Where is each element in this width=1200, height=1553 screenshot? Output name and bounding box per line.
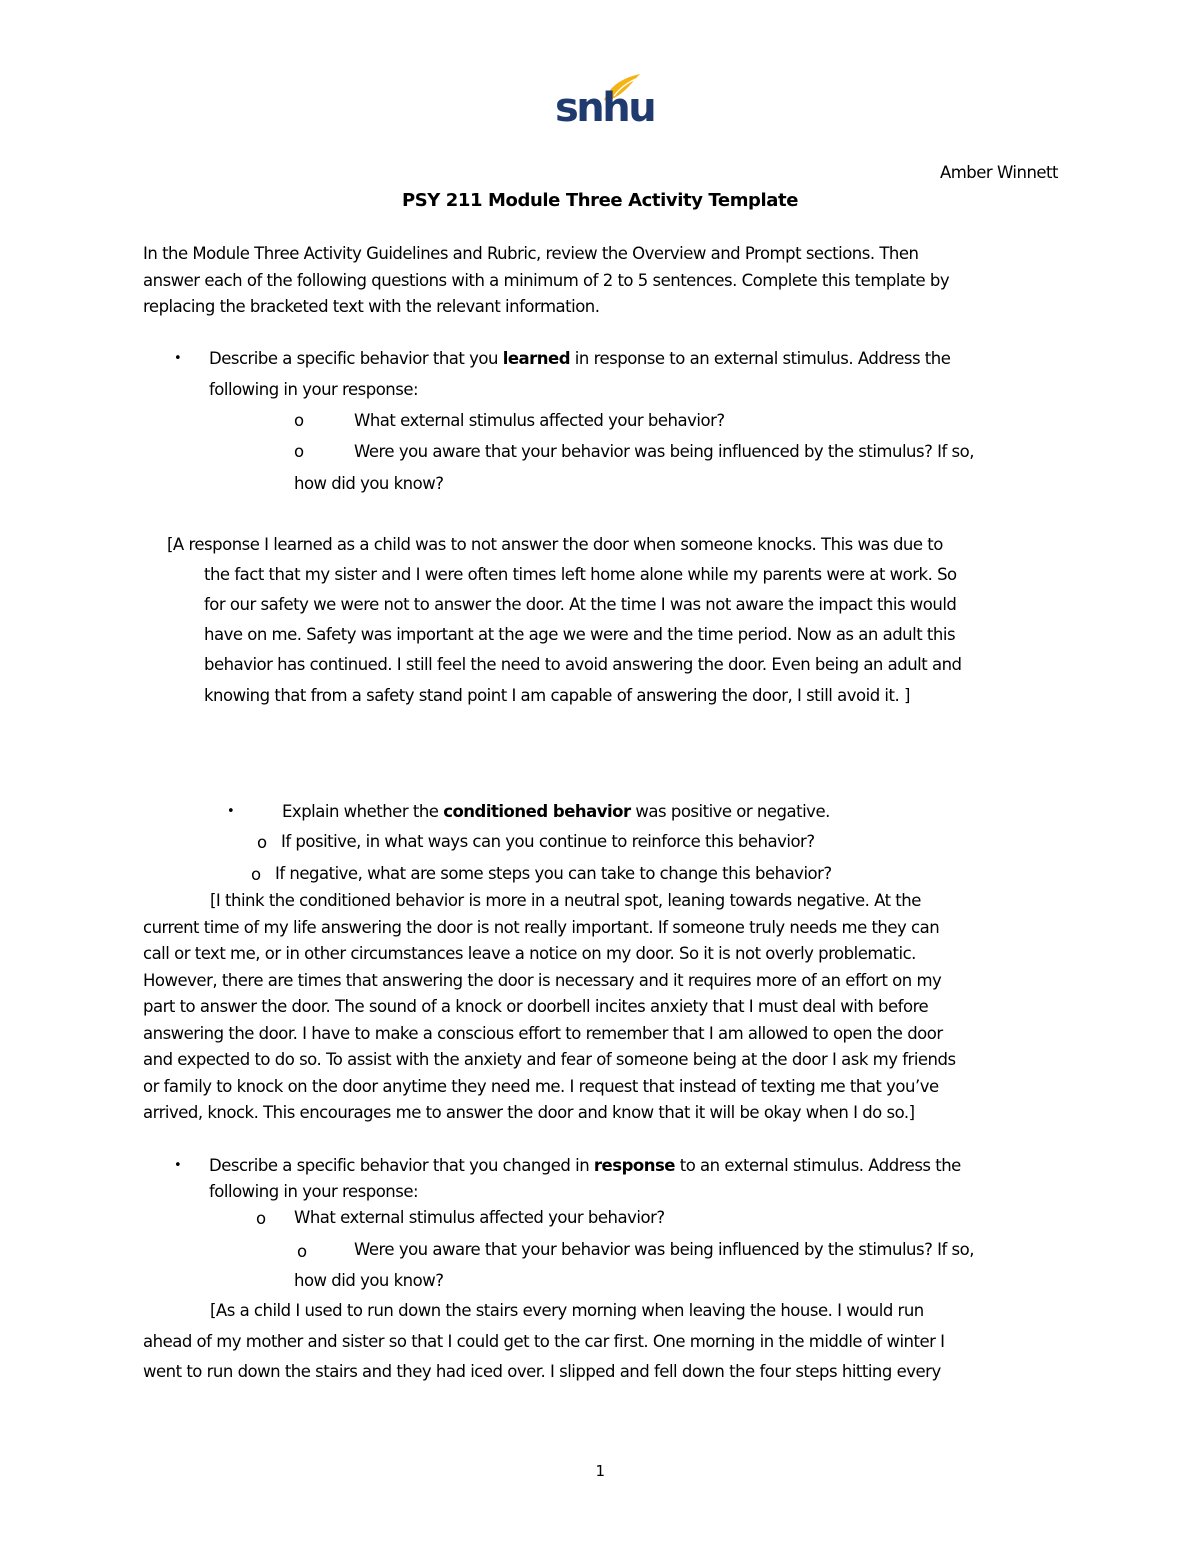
question-1-sub-2-cont: how did you know? <box>294 474 444 493</box>
answer-1-line: for our safety we were not to answer the door. At the time I was not aware the impact this would <box>204 595 957 614</box>
answer-3-line: went to run down the stairs and they had iced over. I slipped and fell down the four steps hitting every <box>143 1362 941 1381</box>
question-2-sub-2: If negative, what are some steps you can take to change this behavior? <box>275 864 832 883</box>
bullet-icon: • <box>227 804 235 819</box>
snhu-logo <box>552 72 655 134</box>
answer-2-line: and expected to do so. To assist with the anxiety and fear of someone being at the door I ask my friends <box>143 1050 956 1069</box>
question-3-line-2: following in your response: <box>209 1182 419 1201</box>
bullet-icon: • <box>174 1158 182 1173</box>
sub-bullet-icon: o <box>297 1242 307 1261</box>
question-1-sub-2: Were you aware that your behavior was being influenced by the stimulus? If so, <box>354 442 974 461</box>
bullet-icon: • <box>174 351 182 366</box>
answer-1-line: behavior has continued. I still feel the need to avoid answering the door. Even being an adult and <box>204 655 962 674</box>
answer-2-line: call or text me, or in other circumstances leave a notice on my door. So it is not overly problematic. <box>143 944 916 963</box>
question-3-line-1: Describe a specific behavior that you changed in response to an external stimulus. Address the <box>209 1156 961 1175</box>
document-title: PSY 211 Module Three Activity Template <box>401 190 799 211</box>
answer-2-line: answering the door. I have to make a conscious effort to remember that I am allowed to open the door <box>143 1024 943 1043</box>
answer-1-line: [A response I learned as a child was to not answer the door when someone knocks. This was due to <box>167 535 943 554</box>
question-1-line-1: Describe a specific behavior that you learned in response to an external stimulus. Address the <box>209 349 951 368</box>
question-3-sub-1: What external stimulus affected your behavior? <box>294 1208 665 1227</box>
answer-3-line: [As a child I used to run down the stairs every morning when leaving the house. I would run <box>210 1301 924 1320</box>
answer-1-line: have on me. Safety was important at the age we were and the time period. Now as an adult this <box>204 625 956 644</box>
answer-2-line: [I think the conditioned behavior is more in a neutral spot, leaning towards negative. At the <box>210 891 921 910</box>
answer-2-line: part to answer the door. The sound of a knock or doorbell incites anxiety that I must deal with before <box>143 997 929 1016</box>
answer-1-line: knowing that from a safety stand point I am capable of answering the door, I still avoid it. ] <box>204 686 910 705</box>
sub-bullet-icon: o <box>294 411 304 430</box>
question-1-line-2: following in your response: <box>209 380 419 399</box>
sub-bullet-icon: o <box>257 833 267 852</box>
sub-bullet-icon: o <box>256 1209 266 1228</box>
question-3-sub-2-cont: how did you know? <box>294 1271 444 1290</box>
answer-2-line: However, there are times that answering the door is necessary and it requires more of an effort on my <box>143 971 942 990</box>
author-name: Amber Winnett <box>939 163 1058 182</box>
answer-2-line: or family to knock on the door anytime they need me. I request that instead of texting me that you’ve <box>143 1077 939 1096</box>
sub-bullet-icon: o <box>294 442 304 461</box>
answer-2-line: arrived, knock. This encourages me to answer the door and know that it will be okay when I do so.] <box>143 1103 915 1122</box>
question-2-sub-1: If positive, in what ways can you continue to reinforce this behavior? <box>281 832 815 851</box>
question-2-line-1: Explain whether the conditioned behavior was positive or negative. <box>282 802 830 821</box>
intro-line: replacing the bracketed text with the relevant information. <box>143 297 600 316</box>
question-3-sub-2: Were you aware that your behavior was being influenced by the stimulus? If so, <box>354 1240 974 1259</box>
sub-bullet-icon: o <box>251 865 261 884</box>
answer-3-line: ahead of my mother and sister so that I could get to the car first. One morning in the middle of winter I <box>143 1332 945 1351</box>
intro-line: answer each of the following questions with a minimum of 2 to 5 sentences. Complete this template by <box>143 271 950 290</box>
answer-1-line: the fact that my sister and I were often times left home alone while my parents were at work. So <box>204 565 957 584</box>
intro-line: In the Module Three Activity Guidelines and Rubric, review the Overview and Prompt sections. Then <box>143 244 919 263</box>
page-number: 1 <box>595 1462 605 1480</box>
logo-text: snhu <box>555 85 655 131</box>
question-1-sub-1: What external stimulus affected your behavior? <box>354 411 725 430</box>
answer-2-line: current time of my life answering the door is not really important. If someone truly needs me they can <box>143 918 940 937</box>
